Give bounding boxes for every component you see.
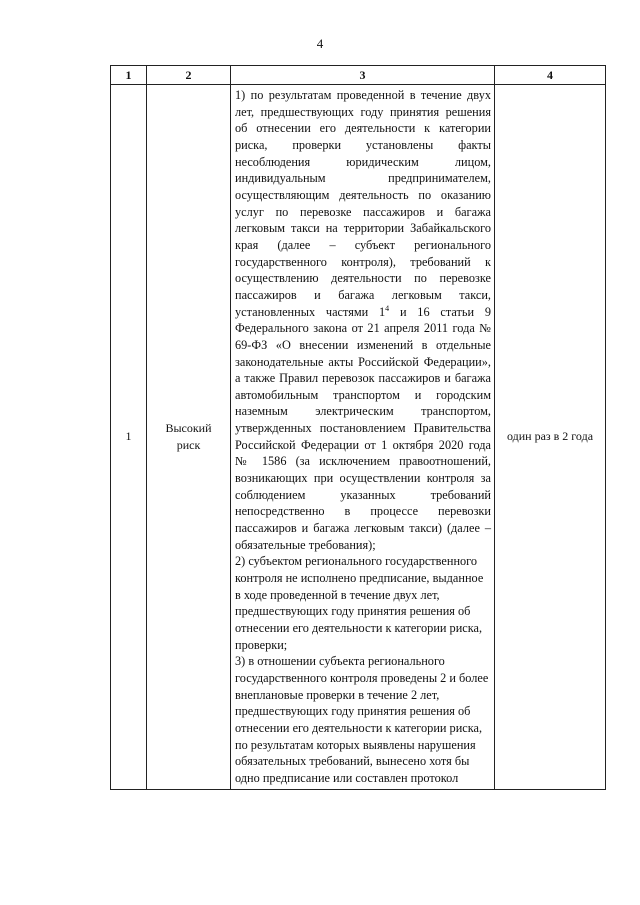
table-row bbox=[111, 85, 606, 790]
risk-category bbox=[147, 85, 231, 790]
risk-category-line2: риск bbox=[176, 437, 201, 452]
criterion-1-text-a: 1) по результатам проведенной в течение двух лет, предшествующих году принятия решения об отнесении его деятельности к категории риска, проверки установлены факты несоблюдения юридическим лицом, индивидуальным предпринимателем, осуществляющим деятельность по оказанию услуг по перевозке пассажиров и багажа легковым такси на территории Забайкальского края (далее – субъект регионального государственного контроля), требований к осуществлению деятельности по перевозке пассажиров и багажа легковым такси, установленных частями 1 bbox=[235, 88, 491, 319]
criterion-1-text-b: и 16 статьи 9 Федерального закона от 21 апреля 2011 года № 69-ФЗ «О внесении изменений в отдельные законодательные акты Российской Федерации», а также Правил перевозок пассажиров и багажа автомобильным транспортом и городским наземным электрическим транспортом, утвержденных постановлением Правительства Российской Федерации от 1 октября 2020 года № 1586 (за исключением правоотношений, возникающих при осуществлении контроля за соблюдением указанных требований непосредственно в процессе перевозки пассажиров и багажа легковым такси) (далее – обязательные требования); bbox=[235, 304, 491, 552]
header-col-2: 2 bbox=[147, 66, 231, 85]
criterion-1-superscript: 4 bbox=[385, 303, 390, 313]
criterion-1 bbox=[235, 87, 491, 553]
page-number: 4 bbox=[316, 36, 324, 51]
criteria-cell bbox=[231, 85, 495, 790]
header-col-1: 1 bbox=[111, 66, 147, 85]
header-col-3: 3 bbox=[231, 66, 495, 85]
row-number: 1 bbox=[111, 85, 147, 790]
criterion-3: 3) в отношении субъекта регионального государственного контроля проведены 2 и более внеплановые проверки в течение 2 лет, предшествующих году принятия решения об отнесении его деятельности к категории риска, по результатам которых выявлены нарушения обязательных требований, вынесено хотя бы одно предписание или составлен протокол bbox=[235, 654, 489, 785]
header-col-4: 4 bbox=[495, 66, 606, 85]
inspection-frequency: один раз в 2 года bbox=[495, 85, 606, 790]
criterion-2: 2) субъектом регионального государственного контроля не исполнено предписание, выданное в ходе проведенной в течение двух лет, предшествующих году принятия решения об отнесении его деятельности к категории риска, проверки; bbox=[235, 554, 484, 652]
table-header-row bbox=[111, 66, 606, 85]
risk-category-line1: Высокий bbox=[165, 420, 212, 435]
risk-criteria-table bbox=[110, 65, 606, 790]
